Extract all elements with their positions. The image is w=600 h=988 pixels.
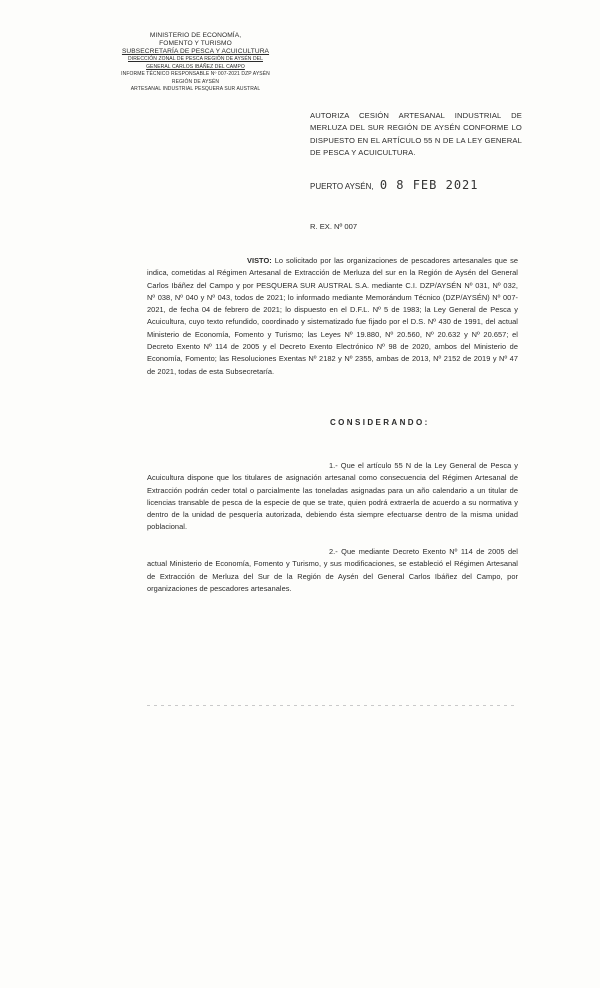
letterhead-line: GENERAL CARLOS IBÁÑEZ DEL CAMPO <box>146 63 245 70</box>
visto-text: Lo solicitado por las organizaciones de pescadores artesanales que se indica, cometidas al Régimen Artesanal de Extracción de Merluza del sur en la Región de Aysén del General Carlos Ibáñez del Campo y por PESQUERA SUR AUSTRAL S.A. mediante C.I. DZP/AYSÉN Nº 031, Nº 032, Nº 038, Nº 040 y Nº 043, todos de 2021; lo informado mediante Memorándum Técnico (DZP/AYSÉN) Nº 007-2021, de fecha 04 de febrero de 2021; lo dispuesto en el D.F.L. Nº 5 de 1983; la Ley General de Pesca y Acuicultura, cuyo texto refundido, coordinado y sistematizado fue fijado por el D.S. Nº 430 de 1991, del actual Ministerio de Economía, Fomento y Turismo; las Leyes Nº 19.880, Nº 20.560, Nº 20.632 y Nº 20.657; el Decreto Exento Nº 114 de 2005 y el Decreto Exento Electrónico Nº 98 de 2020, ambos del Ministerio de Economía, Fomento; las Resoluciones Exentas Nº 2182 y Nº 2355, ambas de 2013, Nº 2152 de 2019 y Nº 47 de 2021, todas de esta Subsecretaría. <box>147 256 518 376</box>
visto-lead: VISTO: <box>247 256 272 265</box>
considerando-point-1: 1.- Que el artículo 55 N de la Ley General de Pesca y Acuicultura dispone que los titulares de asignación artesanal como consecuencia del Régimen Artesanal de Extracción podrán ceder total o parcialmente las toneladas asignadas para un año calendario a un titular de licencias transable de pesca de la especie de que se trate, quien podrá extraerla de acuerdo a su normativa y dentro de la unidad de pesquería autorizada, debiendo ésta siempre efectuarse dentro de la misma unidad poblacional. <box>147 461 518 532</box>
letterhead-line: MINISTERIO DE ECONOMÍA, <box>149 32 242 39</box>
date-stamp: 0 8 FEB 2021 <box>379 178 479 192</box>
considerando-point-2: 2.- Que mediante Decreto Exento Nº 114 de 2005 del actual Ministerio de Economía, Fomento y Turismo, y sus modificaciones, se estableció el Régimen Artesanal de Extracción de Merluza del Sur de la Región de Aysén del General Carlos Ibáñez del Campo, por organizaciones de pescadores artesanales. <box>147 547 518 593</box>
considerando-heading: CONSIDERANDO: <box>330 418 430 427</box>
visto-paragraph <box>147 255 518 378</box>
letterhead-line: FOMENTO Y TURISMO <box>159 40 232 47</box>
date-place: PUERTO AYSÉN, <box>310 182 374 191</box>
document-title: AUTORIZA CESIÓN ARTESANAL INDUSTRIAL DE MERLUZA DEL SUR REGIÓN DE AYSÉN CONFORME LO DISPUESTO EN EL ARTÍCULO 55 N DE LA LEY GENERAL DE PESCA Y ACUICULTURA. <box>310 111 522 158</box>
resolution-number: R. EX. Nº 007 <box>310 222 358 231</box>
letterhead-line: REGIÓN DE AYSÉN <box>171 78 220 85</box>
letterhead-line: SUBSECRETARÍA DE PESCA Y ACUICULTURA <box>121 48 270 55</box>
letterhead-line: INFORME TÉCNICO RESPONSABLE Nº 007-2021 DZP AYSÉN <box>121 71 270 77</box>
date-line <box>310 178 479 192</box>
faded-text-area <box>147 694 518 724</box>
letterhead <box>108 32 283 94</box>
letterhead-line: DIRECCIÓN ZONAL DE PESCA REGIÓN DE AYSÉN DEL <box>128 56 263 62</box>
letterhead-line: ARTESANAL INDUSTRIAL PESQUERA SUR AUSTRAL <box>130 86 261 92</box>
